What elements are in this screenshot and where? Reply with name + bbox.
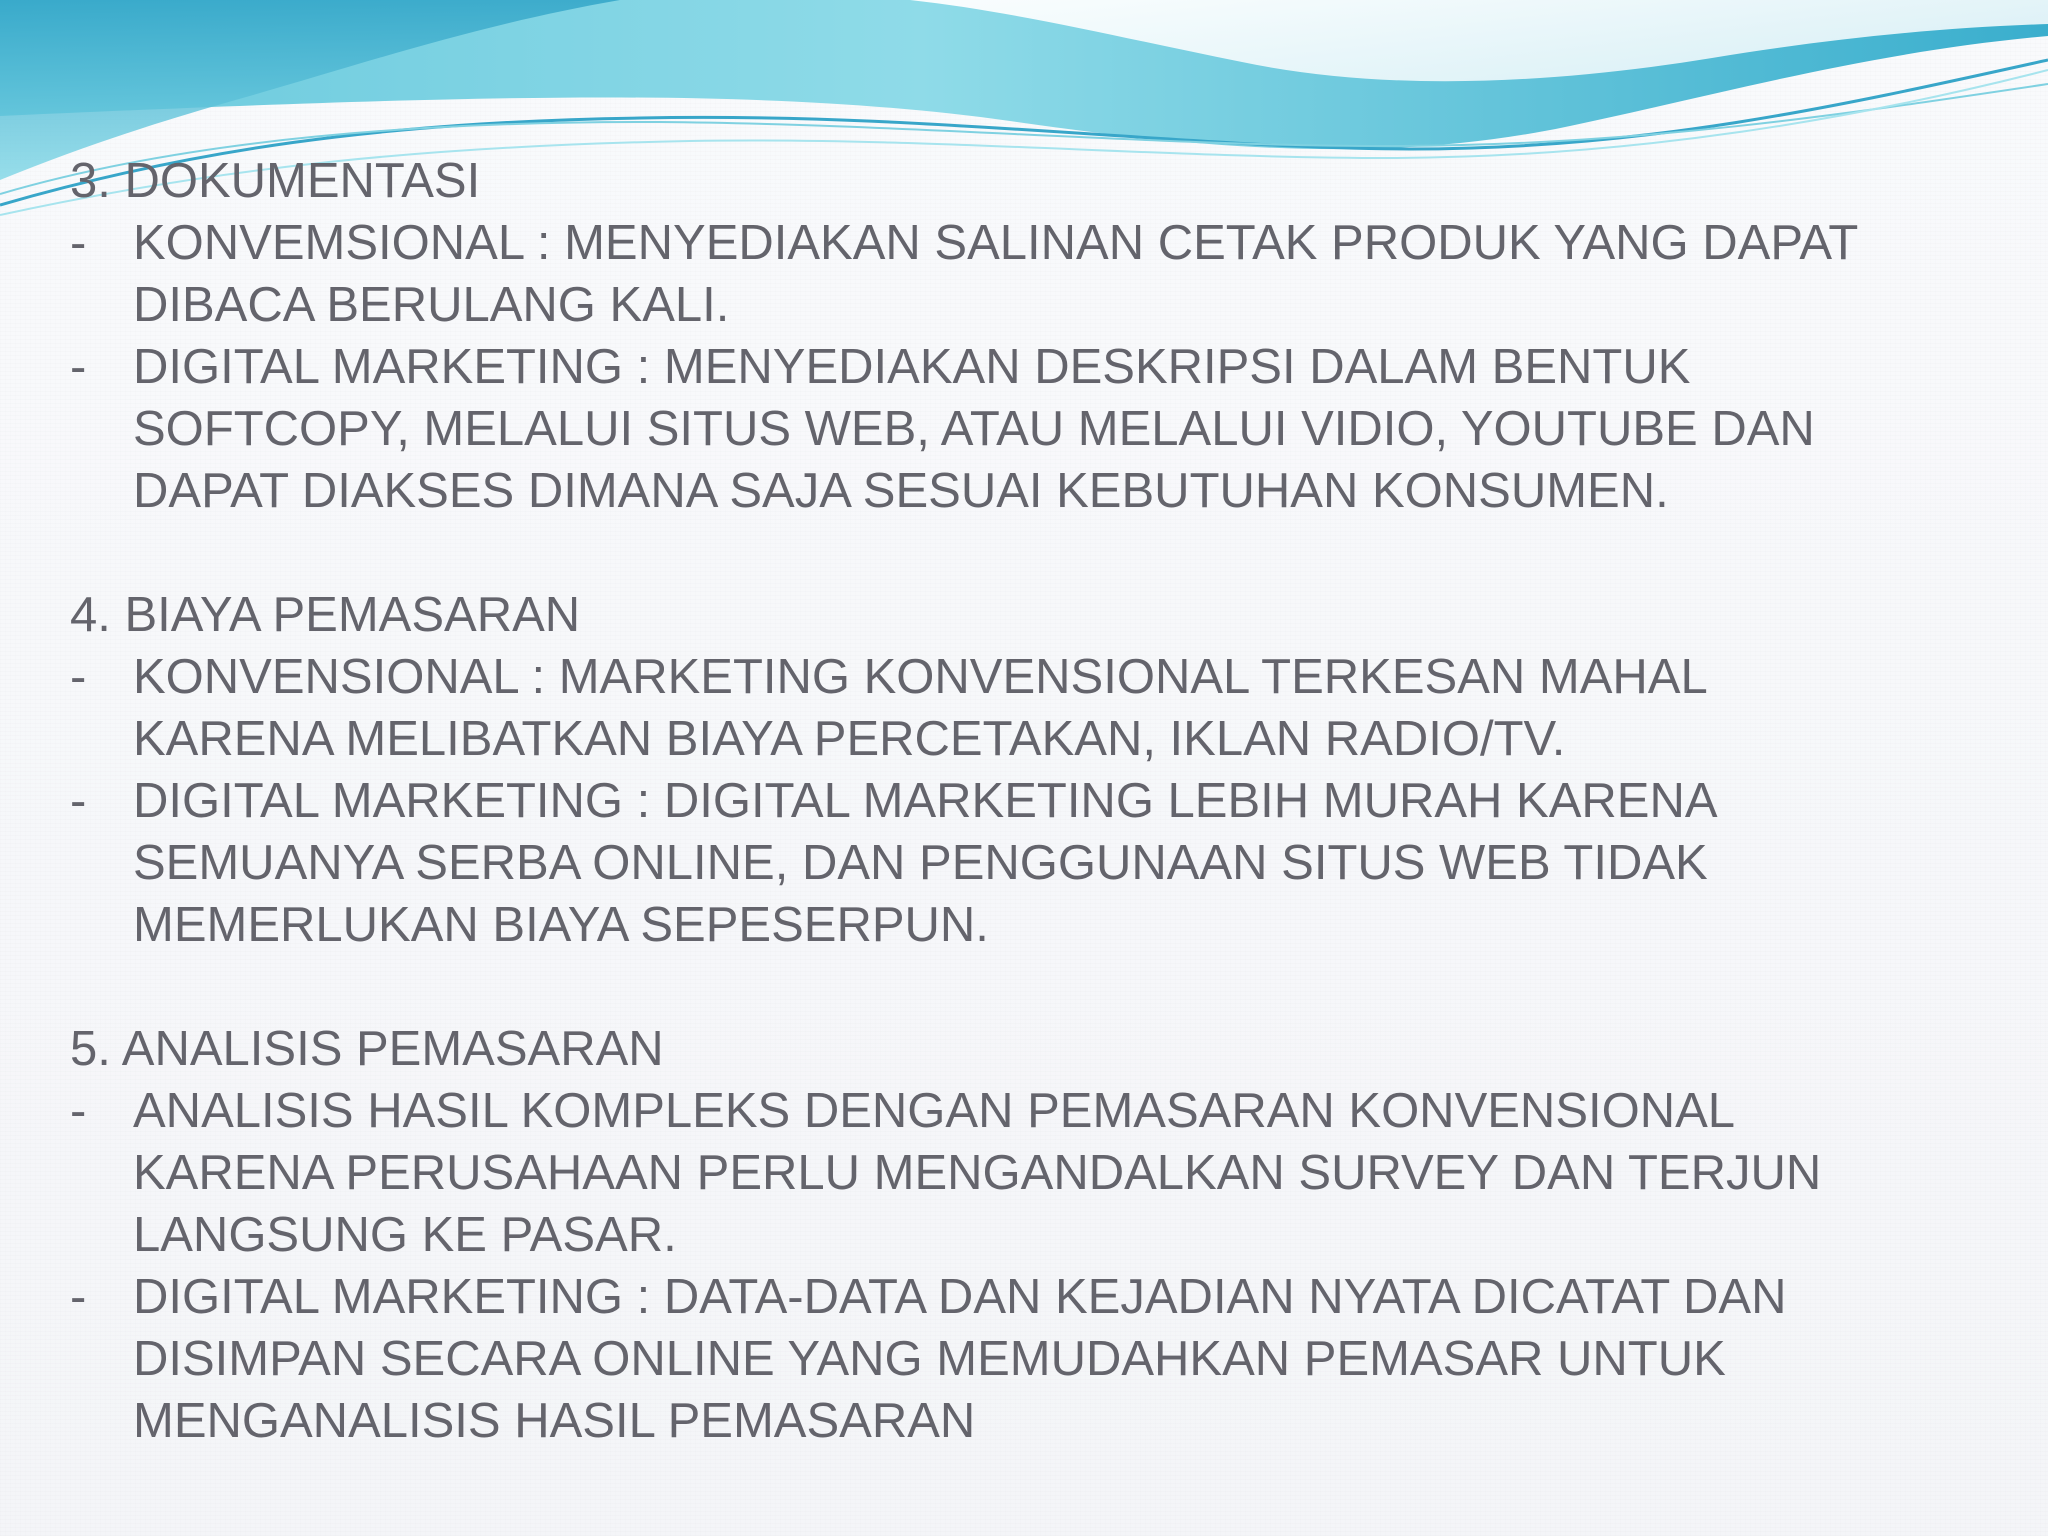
section-analisis-pemasaran — [70, 1018, 1970, 1452]
bullet-line: MEMERLUKAN BIAYA SEPESERPUN. — [133, 898, 989, 952]
bullet-line: ANALISIS HASIL KOMPLEKS DENGAN PEMASARAN KONVENSIONAL — [133, 1084, 1736, 1138]
bullet-dash: - — [70, 1084, 87, 1138]
bullet-line: DAPAT DIAKSES DIMANA SAJA SESUAI KEBUTUHAN KONSUMEN. — [133, 464, 1669, 518]
section-title-biaya-pemasaran: 4. BIAYA PEMASARAN — [70, 588, 581, 642]
bullet-line: KONVEMSIONAL : MENYEDIAKAN SALINAN CETAK PRODUK YANG DAPAT — [133, 216, 1859, 270]
bullet-line: DIGITAL MARKETING : DATA-DATA DAN KEJADIAN NYATA DICATAT DAN — [133, 1270, 1787, 1324]
bullet-line: MENGANALISIS HASIL PEMASARAN — [133, 1394, 976, 1448]
bullet-dash: - — [70, 1270, 87, 1324]
bullet-line: KARENA MELIBATKAN BIAYA PERCETAKAN, IKLAN RADIO/TV. — [133, 712, 1566, 766]
bullet-dokumentasi-digital — [70, 336, 1970, 522]
bullet-biaya-konvensional — [70, 646, 1970, 770]
bullet-line: DIGITAL MARKETING : MENYEDIAKAN DESKRIPSI DALAM BENTUK — [133, 340, 1691, 394]
bullet-dokumentasi-konvensional — [70, 212, 1970, 336]
section-title-analisis-pemasaran: 5. ANALISIS PEMASARAN — [70, 1022, 664, 1076]
bullet-analisis-digital — [70, 1266, 1970, 1452]
bullet-line: DIGITAL MARKETING : DIGITAL MARKETING LEBIH MURAH KARENA — [133, 774, 1718, 828]
bullet-biaya-digital — [70, 770, 1970, 956]
section-biaya-pemasaran — [70, 584, 1970, 956]
bullet-line: SOFTCOPY, MELALUI SITUS WEB, ATAU MELALUI VIDIO, YOUTUBE DAN — [133, 402, 1815, 456]
bullet-line: KONVENSIONAL : MARKETING KONVENSIONAL TERKESAN MAHAL — [133, 650, 1708, 704]
bullet-line: DIBACA BERULANG KALI. — [133, 278, 730, 332]
section-dokumentasi — [70, 150, 1970, 522]
bullet-line: LANGSUNG KE PASAR. — [133, 1208, 677, 1262]
bullet-line: KARENA PERUSAHAAN PERLU MENGANDALKAN SURVEY DAN TERJUN — [133, 1146, 1822, 1200]
content-area — [70, 150, 1970, 1452]
bullet-analisis-konvensional — [70, 1080, 1970, 1266]
bullet-line: DISIMPAN SECARA ONLINE YANG MEMUDAHKAN PEMASAR UNTUK — [133, 1332, 1726, 1386]
bullet-dash: - — [70, 650, 87, 704]
bullet-dash: - — [70, 340, 87, 394]
bullet-dash: - — [70, 216, 87, 270]
bullet-dash: - — [70, 774, 87, 828]
bullet-line: SEMUANYA SERBA ONLINE, DAN PENGGUNAAN SITUS WEB TIDAK — [133, 836, 1708, 890]
section-title-dokumentasi: 3. DOKUMENTASI — [70, 154, 481, 208]
